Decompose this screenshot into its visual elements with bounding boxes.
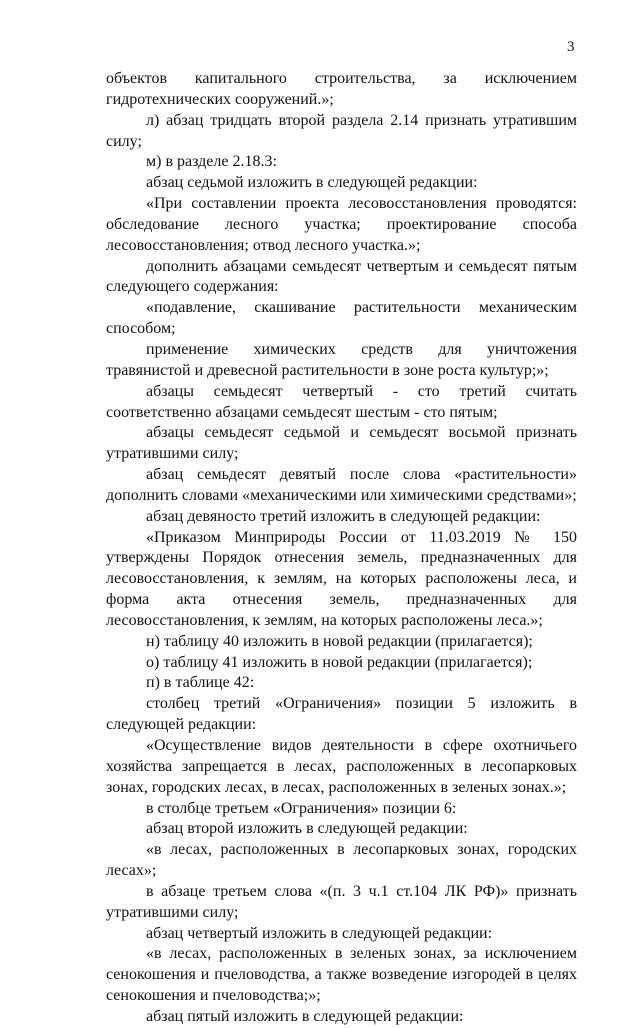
paragraph: «При составлении проекта лесовосстановления проводятся: обследование лесного участка; проектирование способа лесовосстановления; отвод лесного участка.»; [106, 195, 577, 254]
paragraph: «в лесах, расположенных в лесопарковых зонах, городских лесах»; [106, 841, 577, 880]
paragraph: дополнить абзацами семьдесят четвертым и семьдесят пятым следующего содержания: [106, 257, 577, 296]
paragraph: абзац второй изложить в следующей редакции: [146, 820, 468, 838]
paragraph: абзац пятый изложить в следующей редакции: [146, 1007, 464, 1025]
paragraph: «в лесах, расположенных в зеленых зонах, за исключением сенокошения и пчеловодства, а также возведение изгородей в целях сенокошения и пчеловодства;»; [106, 945, 577, 1005]
paragraph: абзацы семьдесят четвертый - сто третий считать соответственно абзацами семьдесят шестым - сто пятым; [106, 382, 577, 421]
paragraph: п) в таблице 42: [146, 674, 255, 692]
paragraph: н) таблицу 40 изложить в новой редакции (прилагается); [146, 632, 533, 650]
page-number: 3 [567, 39, 575, 55]
paragraph: абзацы семьдесят седьмой и семьдесят восьмой признать утратившими силу; [106, 424, 577, 463]
paragraph: абзац семьдесят девятый после слова «растительности» дополнить словами «механическими или химическими средствами»; [106, 466, 577, 504]
paragraph: м) в разделе 2.18.3: [146, 153, 277, 171]
paragraph: абзац девяносто третий изложить в следующей редакции: [146, 507, 541, 525]
document-body [106, 69, 577, 1028]
paragraph: абзац седьмой изложить в следующей редакции: [146, 174, 478, 192]
paragraph: «Осуществление видов деятельности в сфере охотничьего хозяйства запрещается в лесах, расположенных в лесопарковых зонах, городских лесах, в лесах, расположенных в зеленых зонах.»; [106, 737, 577, 796]
paragraph: «Приказом Минприроды России от 11.03.2019 № 150 утверждены Порядок отнесения земель, предназначенных для лесовосстановления, к землям, на которых расположены леса, и форма акта отнесения земель, предназначенных для лесовосстановления, к землям, на которых расположены леса.»; [106, 528, 577, 629]
paragraph: л) абзац тридцать второй раздела 2.14 признать утратившим силу; [106, 111, 577, 150]
paragraph: в абзаце третьем слова «(п. 3 ч.1 ст.104 ЛК РФ)» признать утратившими силу; [106, 882, 577, 921]
paragraph: абзац четвертый изложить в следующей редакции: [146, 924, 493, 942]
paragraph: о) таблицу 41 изложить в новой редакции (прилагается); [146, 653, 533, 671]
paragraph: «подавление, скашивание растительности механическим способом; [106, 299, 577, 338]
paragraph: объектов капитального строительства, за исключением гидротехнических сооружений.»; [106, 70, 577, 108]
paragraph: в столбце третьем «Ограничения» позиции 6: [146, 799, 457, 817]
paragraph: столбец третий «Ограничения» позиции 5 изложить в следующей редакции: [106, 695, 577, 734]
paragraph: применение химических средств для уничтожения травянистой и древесной растительности в зоне роста культур;»; [106, 340, 577, 379]
